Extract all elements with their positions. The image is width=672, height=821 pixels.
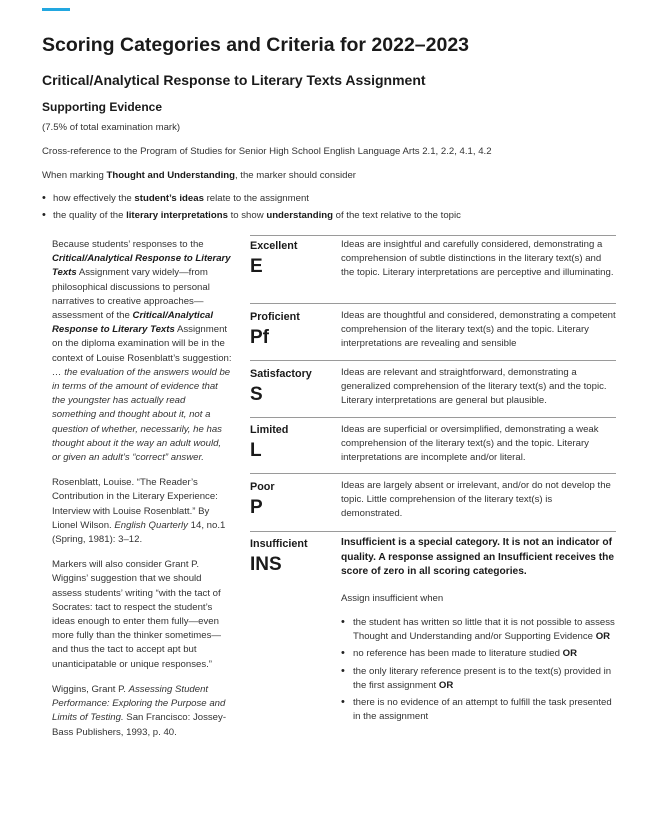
sidebar-commentary (52, 238, 232, 751)
wiggins-citation: Wiggins, Grant P. Assessing Student Performance: Exploring the Purpose and Limits of Testing. San Francisco: Jossey-Bass Publishers, 1993, p. 40. (52, 683, 227, 738)
wiggins-paragraph: Markers will also consider Grant P. Wiggins’ suggestion that we should assess students’ writing “with the tact of Socrates: tact to respect the student’s ideas enough to enter them fully—even more fully than the thinker sometimes—and thus the tact to accept apt but unanticipatable or unique responses.” (52, 559, 222, 670)
row-divider (250, 235, 616, 236)
insufficient-conditions (341, 616, 616, 724)
row-divider (250, 473, 616, 474)
description-excellent: Ideas are insightful and carefully considered, demonstrating a comprehension of subtle distinctions in the literary text(s) and the topic. Literary interpretations are perceptive and illuminating. (341, 239, 614, 279)
description-proficient: Ideas are thoughtful and considered, demonstrating a competent comprehension of the literary text(s) and the topic. Literary interpretations are revealing and sensible (341, 310, 616, 350)
description-limited: Ideas are superficial or oversimplified, demonstrating a weak comprehension of the literary text(s) and the topic. Literary interpretations are incomplete and/or literal. (341, 424, 599, 464)
page-subtitle: Critical/Analytical Response to Literary Texts Assignment (42, 72, 426, 88)
category-limited: Limited L (250, 424, 289, 461)
row-divider (250, 360, 616, 361)
category-excellent: Excellent E (250, 240, 298, 277)
category-proficient: Proficient Pf (250, 311, 300, 348)
category-satisfactory: Satisfactory S (250, 368, 312, 405)
insufficient-condition: • there is no evidence of an attempt to fulfill the task presented in the assignment (341, 696, 616, 724)
description-insufficient (341, 536, 616, 727)
description-poor: Ideas are largely absent or irrelevant, and/or do not develop the topic. Little comprehension of the literary text(s) is demonstrated. (341, 480, 611, 520)
insufficient-note: Assign insufficient when (341, 592, 444, 604)
page-title: Scoring Categories and Criteria for 2022–2023 (42, 34, 470, 56)
sidebar-paragraph: Because students’ responses to the Critical/Analytical Response to Literary Texts Assignment vary widely—from philosophical discussions to personal narratives to creative approaches—assessment of the Critical/Analytical Response to Literary Texts Assignment on the diploma examination will be in the context of Louise Rosenblatt’s suggestion: … the evaluation of the answers would be in terms of the amount of evidence that the youngster has actually read something and thought about it, not a question of whether, necessarily, he has thought about it the way an adult would, or given an adult’s “correct” answer. (52, 239, 232, 464)
rosenblatt-citation: Rosenblatt, Louise. “The Reader’s Contribution in the Literary Experience: Interview with Louise Rosenblatt.” By Lionel Wilson. English Quarterly 14, no.1 (Spring, 1981): 3–12. (52, 477, 226, 546)
insufficient-condition: • the only literary reference present is to the text(s) provided in the first assignment OR (341, 665, 616, 693)
row-divider (250, 417, 616, 418)
insufficient-condition: • no reference has been made to literature studied OR (341, 647, 616, 661)
insufficient-definition: Insufficient is a special category. It is not an indicator of quality. A response assigned an Insufficient receives the score of zero in all scoring categories. (341, 537, 615, 578)
consideration-list (42, 193, 461, 227)
category-insufficient: Insufficient INS (250, 538, 308, 575)
row-divider (250, 303, 616, 304)
section-heading: Supporting Evidence (42, 100, 163, 114)
accent-bar (42, 8, 70, 11)
rosenblatt-quote: … the evaluation of the answers would be in terms of the amount of evidence that the youngster has actually read something and thought about it, not a question of whether, necessarily, he has thought about it the way an adult would, or given an adult’s “correct” answer. (52, 366, 231, 464)
weight-note: (7.5% of total examination mark) (42, 122, 181, 133)
marking-intro: When marking Thought and Understanding, the marker should consider (42, 170, 356, 181)
description-satisfactory: Ideas are relevant and straightforward, demonstrating a generalized comprehension of the literary text(s) and the topic. Literary interpretations are general but plausible. (341, 367, 607, 407)
category-poor: Poor P (250, 481, 275, 518)
row-divider (250, 531, 616, 532)
consideration-item: • the quality of the literary interpretations to show understanding of the text relative to the topic (42, 210, 461, 221)
crossref-note: Cross-reference to the Program of Studies for Senior High School English Language Arts 2.1, 2.2, 4.1, 4.2 (42, 146, 492, 157)
consideration-item: • how effectively the student’s ideas relate to the assignment (42, 193, 461, 204)
insufficient-condition: • the student has written so little that it is not possible to assess Thought and Understanding and/or Supporting Evidence OR (341, 616, 616, 644)
